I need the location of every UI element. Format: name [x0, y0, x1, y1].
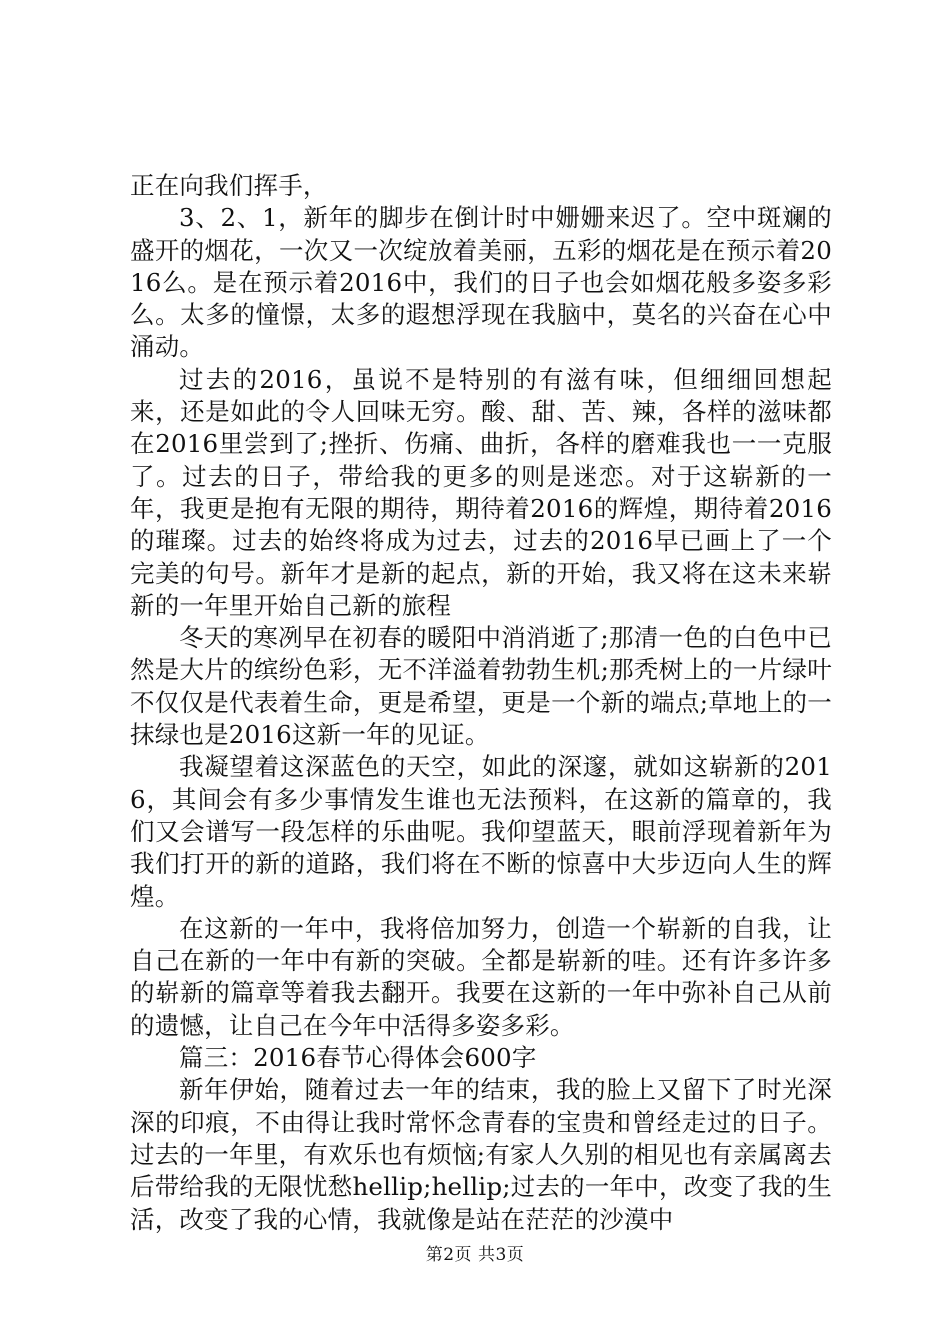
paragraph-winter: 冬天的寒冽早在初春的暖阳中消消逝了;那清一色的白色中已然是大片的缤纷色彩，无不洋溢着勃勃生机;那秃树上的一片绿叶不仅仅是代表着生命，更是希望，更是一个新的端点;草地上的一抹绿也是2016这新一年的见证。 [130, 623, 832, 750]
paragraph-continuation: 正在向我们挥手， [130, 171, 328, 200]
section-heading: 篇三：2016春节心得体会600字 [179, 1043, 537, 1073]
paragraph-blue-sky: 我凝望着这深蓝色的天空，如此的深邃，就如这崭新的2016，其间会有多少事情发生谁也无法预料，在这新的篇章的，我们又会谱写一段怎样的乐曲呢。我仰望蓝天，眼前浮现着新年为我们打开的新的道路，我们将在不断的惊喜中大步迈向人生的辉煌。 [130, 752, 832, 911]
paragraph-new-beginning: 新年伊始，随着过去一年的结束，我的脸上又留下了时光深深的印痕，不由得让我时常怀念青春的宝贵和曾经走过的日子。过去的一年里，有欢乐也有烦恼;有家人久别的相见也有亲属离去后带给我的无限忧愁hellip;hellip;过去的一年中，改变了我的生活，改变了我的心情，我就像是站在茫茫的沙漠中 [130, 1075, 832, 1234]
document-body [130, 170, 832, 1236]
page-footer: 第2页 共3页 [425, 1245, 525, 1265]
paragraph-past-year: 过去的2016，虽说不是特别的有滋有味，但细细回想起来，还是如此的令人回味无穷。酸、甜、苦、辣，各样的滋味都在2016里尝到了;挫折、伤痛、曲折，各样的磨难我也一一克服了。过去的日子，带给我的更多的则是迷恋。对于这崭新的一年，我更是抱有无限的期待，期待着2016的辉煌，期待着2016的璀璨。过去的始终将成为过去，过去的2016早已画上了一个完美的句号。新年才是新的起点，新的开始，我又将在这未来崭新的一年里开始自己新的旅程 [130, 364, 832, 620]
paragraph-countdown: 3、2、1，新年的脚步在倒计时中姗姗来迟了。空中斑斓的盛开的烟花，一次又一次绽放着美丽，五彩的烟花是在预示着2016么。是在预示着2016中，我们的日子也会如烟花般多姿多彩么。太多的憧憬，太多的遐想浮现在我脑中，莫名的兴奋在心中涌动。 [130, 203, 832, 362]
paragraph-new-year-effort: 在这新的一年中，我将倍加努力，创造一个崭新的自我，让自己在新的一年中有新的突破。全都是崭新的哇。还有许多许多的崭新的篇章等着我去翻开。我要在这新的一年中弥补自己从前的遗憾，让自己在今年中活得多姿多彩。 [130, 913, 832, 1040]
